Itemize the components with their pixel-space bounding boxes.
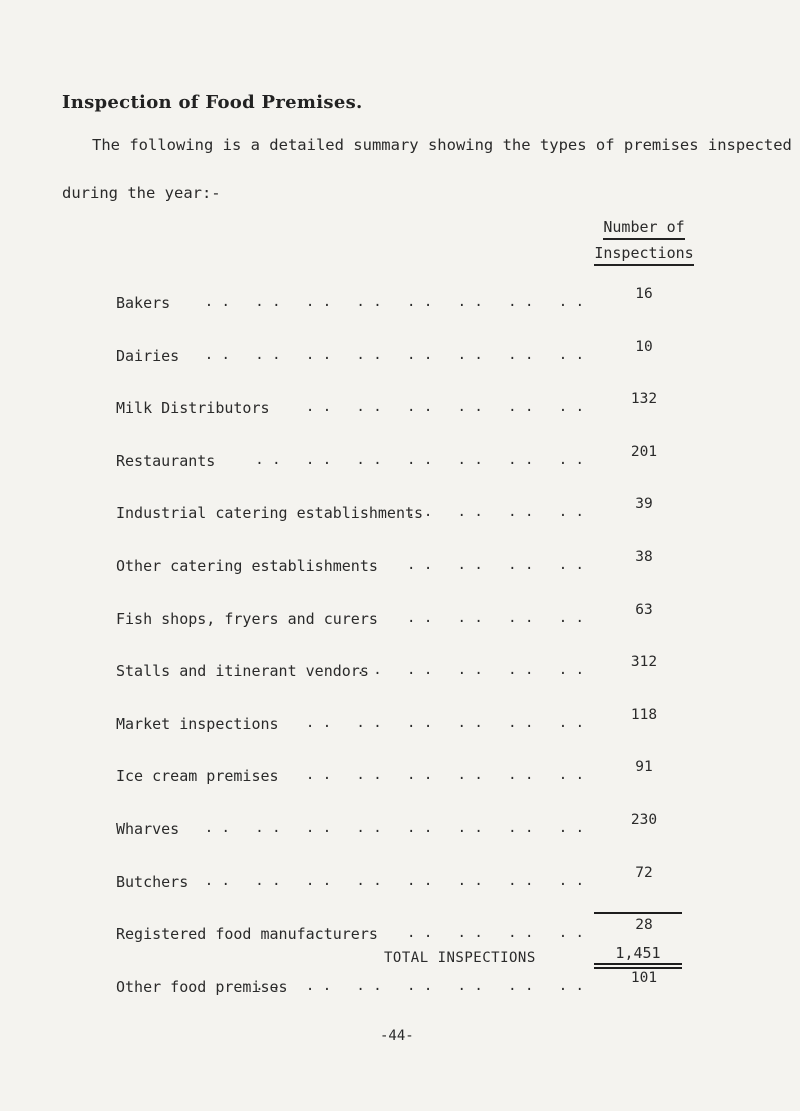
row-label: Restaurants (116, 451, 216, 470)
section-heading: Inspection of Food Premises. (62, 92, 363, 113)
total-value: 1,451 (615, 944, 661, 962)
row-label: Bakers (116, 294, 171, 312)
page-number: -44- (380, 1028, 414, 1044)
row-value: 201 (630, 443, 658, 460)
total-double-underline (594, 967, 682, 969)
row-label: Registered food manufacturers (116, 925, 378, 944)
total-underline (594, 963, 682, 965)
table-row (116, 286, 736, 339)
table-row (116, 812, 736, 865)
row-label: Other food premises (116, 977, 288, 996)
row-value: 16 (635, 286, 653, 302)
row-value: 38 (635, 548, 653, 565)
row-value: 39 (635, 496, 653, 513)
table-row (116, 444, 736, 497)
leader-dots: . . . . . . . . . . . . . . (255, 451, 584, 468)
leader-dots: . . . . . . . . (406, 556, 584, 573)
table-row (116, 759, 736, 812)
row-label: Ice cream premises (116, 767, 279, 786)
row-value: 63 (635, 601, 653, 618)
table-row (116, 654, 736, 707)
table-row (116, 339, 736, 392)
table-row (116, 549, 736, 602)
row-label: Butchers (116, 872, 189, 891)
intro-text-line-2: during the year:- (62, 184, 221, 202)
row-label: Dairies (116, 346, 180, 365)
table-row (116, 602, 736, 655)
column-header-line-1 (560, 218, 728, 236)
row-value: 10 (635, 338, 653, 355)
row-label: Stalls and itinerant vendors (116, 662, 369, 681)
leader-dots: . . . . . . . . . . (356, 662, 584, 679)
column-header-text-1: Number of (603, 218, 684, 240)
leader-dots: . . . . . . . . . . . . (305, 767, 584, 784)
table-row (116, 496, 736, 549)
row-value: 91 (635, 759, 653, 776)
row-value: 230 (630, 811, 658, 828)
column-header-text-2: Inspections (594, 244, 693, 266)
row-value: 132 (630, 391, 658, 408)
row-value: 118 (630, 706, 658, 723)
leader-dots: . . . . . . . . . . . . (305, 714, 584, 731)
row-label: Industrial catering establishments (116, 504, 424, 523)
row-label: Milk Distributors (116, 399, 270, 418)
column-header-line-2 (560, 244, 728, 262)
table-row (116, 970, 736, 1023)
intro-text-line-1: The following is a detailed summary showing the types of premises inspected (92, 136, 792, 154)
leader-dots: . . . . . . . . . . . . (305, 399, 584, 416)
table-row (116, 391, 736, 444)
leader-dots: . . . . . . . . . . . . . . . . (204, 819, 584, 836)
leader-dots: . . . . . . . . . . . . . . . . (204, 294, 584, 310)
table-row (116, 865, 736, 918)
leader-dots: . . . . . . . . . . . . . . (255, 977, 584, 994)
leader-dots: . . . . . . . . . . . . . . . . (204, 346, 584, 363)
row-value: 101 (630, 969, 658, 986)
row-label: Other catering establishments (116, 556, 378, 575)
total-label: TOTAL INSPECTIONS (384, 950, 536, 966)
leader-dots: . . . . . . . . . . . . . . . . (204, 872, 584, 889)
row-label: Wharves (116, 819, 180, 838)
row-value: 28 (635, 917, 653, 934)
subtotal-rule (594, 912, 682, 914)
leader-dots: . . . . . . . . (406, 504, 584, 521)
row-label: Fish shops, fryers and curers (116, 609, 378, 628)
row-value: 72 (635, 864, 653, 881)
leader-dots: . . . . . . . . (406, 925, 584, 942)
table-row (116, 707, 736, 760)
row-value: 312 (630, 654, 658, 671)
leader-dots: . . . . . . . . (406, 609, 584, 626)
row-label: Market inspections (116, 714, 279, 733)
